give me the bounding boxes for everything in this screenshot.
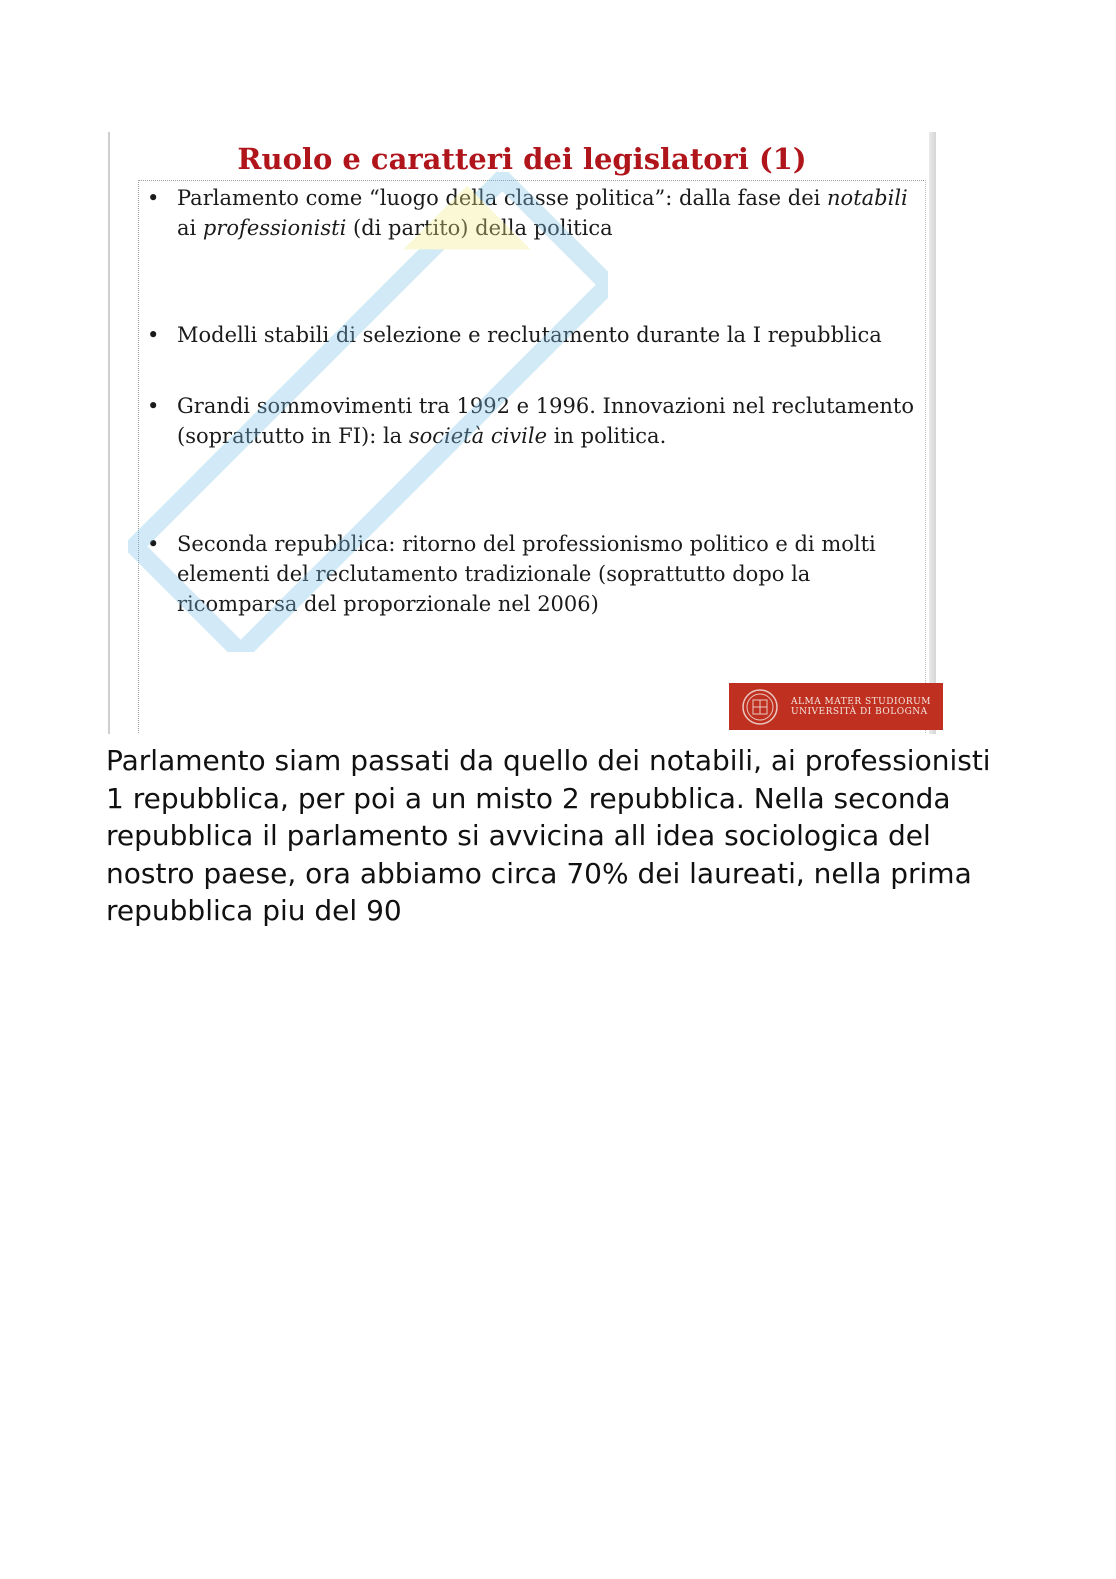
bullet-text-italic: società civile bbox=[408, 424, 548, 448]
bullet-dot-icon: • bbox=[147, 323, 160, 347]
bullet-text bbox=[177, 529, 917, 619]
bullet-dot-icon: • bbox=[147, 186, 160, 210]
logo-line-1: ALMA MATER STUDIORUM bbox=[791, 696, 931, 707]
bullet-text-italic: notabili bbox=[827, 186, 908, 210]
bullet-text-part: ai bbox=[177, 216, 203, 240]
bullet-text-italic: professionisti bbox=[202, 216, 347, 240]
slide bbox=[108, 132, 936, 734]
slide-right-edge bbox=[929, 132, 936, 734]
bullet-text-part: Seconda repubblica: ritorno del professionismo politico e di molti elementi del reclutamento tradizionale (soprattutto dopo la ricomparsa del proporzionale nel 2006) bbox=[177, 532, 876, 616]
bullet-text-part: Parlamento come “luogo della classe politica”: dalla fase dei bbox=[177, 186, 828, 210]
university-logo bbox=[729, 683, 943, 730]
university-logo-text bbox=[791, 697, 931, 717]
bullet-text-part: Modelli stabili di selezione e reclutamento durante la I repubblica bbox=[177, 323, 882, 347]
bullet-text-part: Grandi sommovimenti tra 1992 e 1996. Innovazioni nel reclutamento (soprattutto in FI): la bbox=[177, 394, 914, 448]
bullet-text bbox=[177, 183, 917, 243]
bullet-text bbox=[177, 391, 917, 451]
university-seal-icon bbox=[741, 688, 779, 726]
bullet-dot-icon: • bbox=[147, 394, 160, 418]
bullet-text-part: (di partito) della politica bbox=[346, 216, 613, 240]
slide-left-edge bbox=[108, 132, 110, 734]
bullet-dot-icon: • bbox=[147, 532, 160, 556]
bullet-text-part: in politica. bbox=[547, 424, 667, 448]
student-notes: Parlamento siam passati da quello dei notabili, ai professionisti 1 repubblica, per poi a un misto 2 repubblica. Nella seconda repubblica il parlamento si avvicina all idea sociologica del nostro paese, ora abbiamo circa 70% dei laureati, nella prima repubblica piu del 90 bbox=[106, 744, 991, 927]
logo-line-2: UNIVERSITÀ DI BOLOGNA bbox=[791, 706, 928, 717]
slide-title: Ruolo e caratteri dei legislatori (1) bbox=[237, 142, 807, 176]
slide-content-box bbox=[138, 180, 931, 733]
bullet-text bbox=[177, 320, 917, 350]
